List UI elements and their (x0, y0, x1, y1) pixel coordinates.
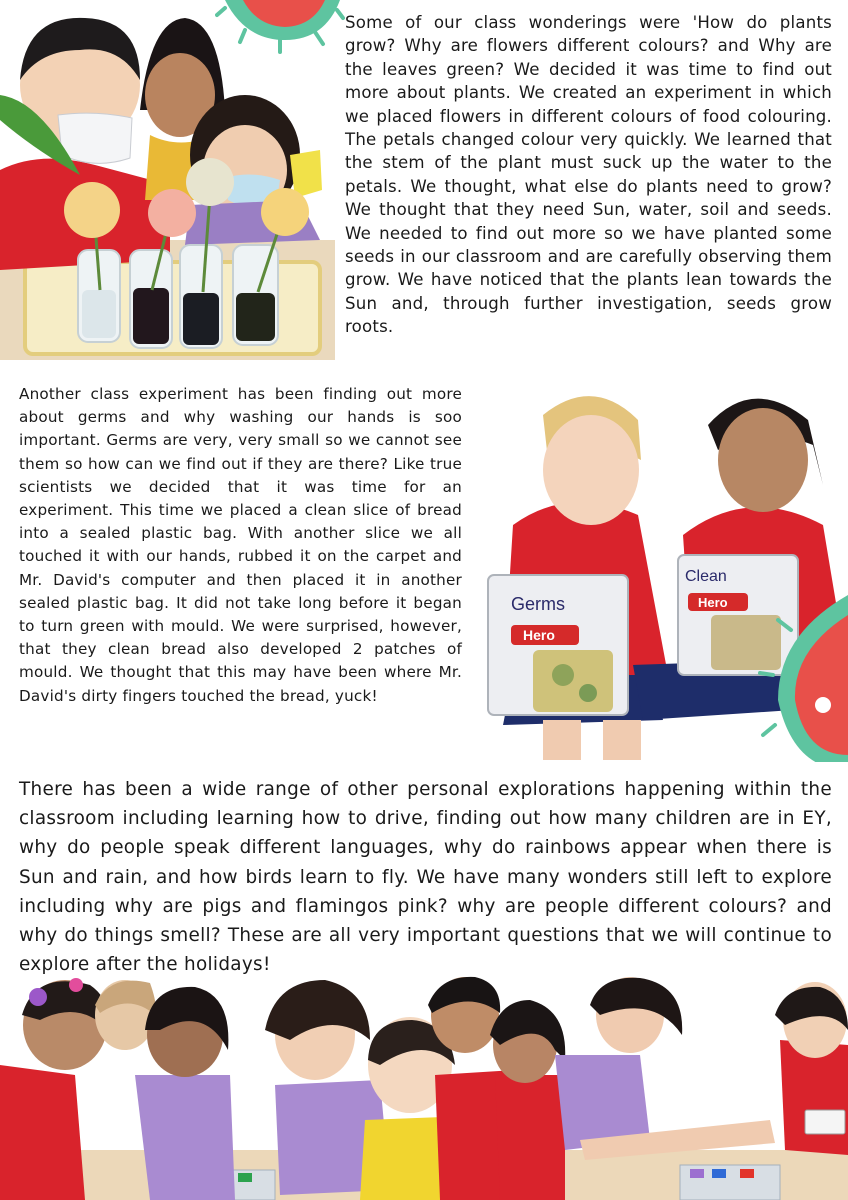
child-face (543, 415, 639, 525)
white-rose (186, 158, 234, 206)
mouldy-bread (533, 650, 613, 712)
group-play-illustration (0, 975, 848, 1200)
bag-brand-label: Hero (698, 595, 728, 610)
bottle (180, 245, 222, 348)
child-red-shirt (495, 1075, 565, 1200)
name-tag (805, 1110, 845, 1134)
face-mask (58, 113, 132, 163)
germs-label: Germs (511, 594, 565, 614)
child-face (718, 408, 808, 512)
yellow-rose (64, 182, 120, 238)
group-play-photo (0, 975, 848, 1200)
child-red-shirt (0, 1065, 85, 1200)
bottle (130, 250, 172, 348)
explorations-paragraph: There has been a wide range of other personal explorations happening within the classroom including learning how to drive, finding out how many children are in EY, why do people speak different languages, why do rainbows appear when there is Sun and rain, and how birds learn to fly. We have many wonders still left to explore including why are pigs and flamingos pink? why are people different colours? and why do things smell? These are all very important questions that we will continue to explore after the holidays! (19, 779, 832, 976)
germs-bag (488, 575, 628, 715)
child-purple-shirt (135, 1075, 235, 1200)
germ-decoration-icon (215, 0, 345, 55)
clean-label: Clean (685, 568, 727, 585)
germs-paragraph: Another class experiment has been finding out more about germs and why washing our hands is soo important. Germs are very, very small so we cannot see them so how can we find out if they are there? Like true scientists we decided that it was time for an experiment. This time we placed a clean slice of bread into a sealed plastic bag. With another slice we all touched it with our hands, rubbed it on the carpet and Mr. David's computer and then placed it in another sealed plastic bag. It did not take long before it began to turn green with mould. We were surprised, however, that they clean bread also developed 2 patches of mould. We thought that this may have been where Mr. David's dirty fingers touched the bread, yuck! (19, 385, 462, 705)
clean-bag (678, 555, 798, 675)
bread-slice (711, 615, 781, 670)
bread-experiment-photo (473, 375, 848, 762)
yellow-rose (261, 188, 309, 236)
bread-experiment-illustration (473, 375, 848, 762)
plants-paragraph: Some of our class wonderings were 'How do plants grow? Why are flowers different colours? and Why are the leaves green? We decided it was time to find out more about plants. We created an experiment in which we placed flowers in different colours of food colouring. The petals changed colour very quickly. We learned that the stem of the plant must suck up the water to the petals. We thought, what else do plants need to grow? We thought that they need Sun, water, soil and seeds. We needed to find out more so we have planted some seeds in our classroom and are carefully observing them grow. We have noticed that the plants lean towards the Sun and, through further investigation, seeds grow roots. (345, 13, 832, 337)
bag-brand-label: Hero (523, 627, 555, 643)
pink-rose (148, 189, 196, 237)
bottle (233, 245, 278, 345)
